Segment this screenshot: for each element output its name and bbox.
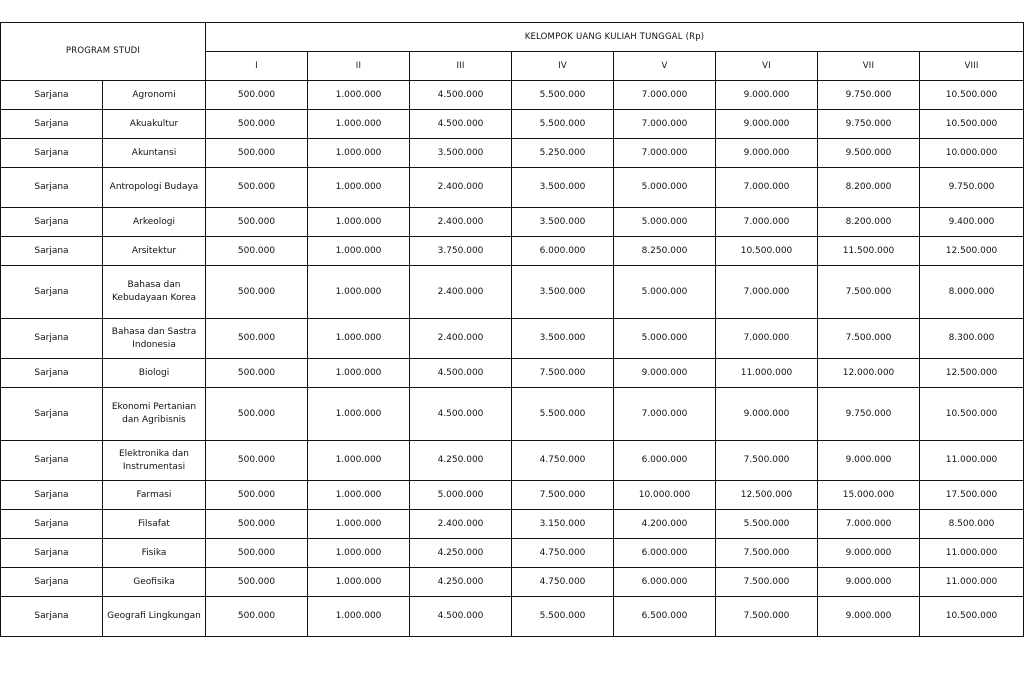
fee-cell: 7.000.000: [614, 139, 716, 168]
fee-cell: 9.400.000: [920, 208, 1024, 237]
fee-cell: 1.000.000: [308, 319, 410, 359]
fee-cell: 10.500.000: [920, 388, 1024, 441]
fee-cell: 7.000.000: [716, 208, 818, 237]
fee-cell: 1.000.000: [308, 481, 410, 510]
fee-cell: 1.000.000: [308, 388, 410, 441]
fee-cell: 5.000.000: [410, 481, 512, 510]
program-cell: Filsafat: [103, 510, 206, 539]
table-row: [1, 539, 1024, 568]
fee-cell: 7.000.000: [614, 81, 716, 110]
table-row: [1, 597, 1024, 637]
fee-cell: 5.000.000: [614, 266, 716, 319]
program-cell: Biologi: [103, 359, 206, 388]
table-header: [1, 23, 1024, 81]
program-cell: Ekonomi Pertanian dan Agribisnis: [103, 388, 206, 441]
kelompok-ukt-header: KELOMPOK UANG KULIAH TUNGGAL (Rp): [206, 23, 1024, 52]
fee-cell: 500.000: [206, 481, 308, 510]
fee-cell: 11.000.000: [920, 568, 1024, 597]
program-cell: Arsitektur: [103, 237, 206, 266]
table-row: [1, 319, 1024, 359]
fee-cell: 1.000.000: [308, 597, 410, 637]
fee-cell: 4.500.000: [410, 359, 512, 388]
fee-cell: 9.000.000: [818, 539, 920, 568]
tuition-fee-table: [0, 22, 1024, 637]
fee-cell: 1.000.000: [308, 168, 410, 208]
fee-cell: 9.000.000: [716, 388, 818, 441]
fee-cell: 9.000.000: [716, 81, 818, 110]
fee-cell: 11.000.000: [920, 441, 1024, 481]
level-cell: Sarjana: [1, 139, 103, 168]
fee-cell: 7.500.000: [818, 319, 920, 359]
fee-cell: 9.000.000: [716, 110, 818, 139]
fee-cell: 5.500.000: [512, 388, 614, 441]
fee-cell: 8.000.000: [920, 266, 1024, 319]
fee-cell: 4.750.000: [512, 568, 614, 597]
fee-cell: 8.200.000: [818, 168, 920, 208]
table-row: [1, 481, 1024, 510]
fee-cell: 500.000: [206, 597, 308, 637]
fee-cell: 10.000.000: [920, 139, 1024, 168]
fee-cell: 7.500.000: [716, 597, 818, 637]
fee-cell: 12.500.000: [920, 359, 1024, 388]
level-cell: Sarjana: [1, 388, 103, 441]
program-cell: Akuntansi: [103, 139, 206, 168]
group-header-vi: VI: [716, 52, 818, 81]
fee-cell: 7.000.000: [818, 510, 920, 539]
group-header-iii: III: [410, 52, 512, 81]
fee-cell: 3.500.000: [512, 319, 614, 359]
fee-cell: 3.500.000: [512, 266, 614, 319]
fee-cell: 11.500.000: [818, 237, 920, 266]
group-header-viii: VIII: [920, 52, 1024, 81]
program-cell: Elektronika dan Instrumentasi: [103, 441, 206, 481]
fee-cell: 1.000.000: [308, 539, 410, 568]
level-cell: Sarjana: [1, 481, 103, 510]
table-row: [1, 208, 1024, 237]
fee-cell: 12.000.000: [818, 359, 920, 388]
level-cell: Sarjana: [1, 319, 103, 359]
fee-cell: 7.500.000: [512, 359, 614, 388]
fee-cell: 3.500.000: [410, 139, 512, 168]
program-cell: Agronomi: [103, 81, 206, 110]
fee-cell: 9.000.000: [716, 139, 818, 168]
program-cell: Geofisika: [103, 568, 206, 597]
fee-cell: 3.500.000: [512, 208, 614, 237]
level-cell: Sarjana: [1, 110, 103, 139]
fee-cell: 8.250.000: [614, 237, 716, 266]
fee-cell: 8.300.000: [920, 319, 1024, 359]
fee-cell: 500.000: [206, 168, 308, 208]
level-cell: Sarjana: [1, 568, 103, 597]
fee-cell: 5.000.000: [614, 168, 716, 208]
fee-cell: 7.000.000: [614, 110, 716, 139]
fee-cell: 1.000.000: [308, 510, 410, 539]
fee-cell: 2.400.000: [410, 319, 512, 359]
group-header-i: I: [206, 52, 308, 81]
fee-cell: 15.000.000: [818, 481, 920, 510]
fee-cell: 9.000.000: [614, 359, 716, 388]
fee-cell: 10.500.000: [920, 597, 1024, 637]
fee-cell: 500.000: [206, 110, 308, 139]
program-cell: Arkeologi: [103, 208, 206, 237]
fee-cell: 5.000.000: [614, 319, 716, 359]
fee-cell: 8.200.000: [818, 208, 920, 237]
fee-cell: 17.500.000: [920, 481, 1024, 510]
fee-cell: 500.000: [206, 539, 308, 568]
fee-cell: 4.250.000: [410, 441, 512, 481]
table-row: [1, 359, 1024, 388]
fee-cell: 4.750.000: [512, 441, 614, 481]
table-row: [1, 388, 1024, 441]
fee-cell: 4.500.000: [410, 597, 512, 637]
fee-cell: 3.500.000: [512, 168, 614, 208]
program-cell: Bahasa dan Kebudayaan Korea: [103, 266, 206, 319]
level-cell: Sarjana: [1, 597, 103, 637]
fee-cell: 1.000.000: [308, 266, 410, 319]
fee-cell: 7.500.000: [716, 568, 818, 597]
fee-cell: 1.000.000: [308, 139, 410, 168]
fee-cell: 9.500.000: [818, 139, 920, 168]
fee-cell: 4.500.000: [410, 81, 512, 110]
fee-cell: 500.000: [206, 388, 308, 441]
fee-cell: 4.250.000: [410, 539, 512, 568]
fee-cell: 7.500.000: [818, 266, 920, 319]
level-cell: Sarjana: [1, 208, 103, 237]
fee-cell: 1.000.000: [308, 441, 410, 481]
fee-cell: 500.000: [206, 208, 308, 237]
fee-cell: 500.000: [206, 81, 308, 110]
program-cell: Fisika: [103, 539, 206, 568]
table-row: [1, 266, 1024, 319]
program-cell: Antropologi Budaya: [103, 168, 206, 208]
group-header-v: V: [614, 52, 716, 81]
fee-cell: 9.750.000: [818, 110, 920, 139]
fee-cell: 2.400.000: [410, 266, 512, 319]
fee-cell: 3.150.000: [512, 510, 614, 539]
table-row: [1, 168, 1024, 208]
fee-cell: 1.000.000: [308, 237, 410, 266]
fee-cell: 500.000: [206, 510, 308, 539]
fee-cell: 500.000: [206, 139, 308, 168]
program-cell: Geografi Lingkungan: [103, 597, 206, 637]
fee-cell: 9.750.000: [818, 81, 920, 110]
fee-cell: 4.750.000: [512, 539, 614, 568]
fee-cell: 500.000: [206, 266, 308, 319]
table-row: [1, 81, 1024, 110]
fee-cell: 5.250.000: [512, 139, 614, 168]
table-row: [1, 441, 1024, 481]
program-cell: Bahasa dan Sastra Indonesia: [103, 319, 206, 359]
tuition-table-container: [0, 22, 1024, 637]
fee-cell: 11.000.000: [716, 359, 818, 388]
fee-cell: 2.400.000: [410, 168, 512, 208]
fee-cell: 4.250.000: [410, 568, 512, 597]
fee-cell: 7.000.000: [716, 266, 818, 319]
fee-cell: 1.000.000: [308, 359, 410, 388]
fee-cell: 9.750.000: [920, 168, 1024, 208]
group-header-iv: IV: [512, 52, 614, 81]
table-body: [1, 81, 1024, 637]
fee-cell: 1.000.000: [308, 110, 410, 139]
fee-cell: 500.000: [206, 237, 308, 266]
fee-cell: 5.500.000: [512, 110, 614, 139]
fee-cell: 6.000.000: [512, 237, 614, 266]
fee-cell: 6.000.000: [614, 441, 716, 481]
fee-cell: 10.500.000: [920, 81, 1024, 110]
fee-cell: 9.000.000: [818, 441, 920, 481]
fee-cell: 3.750.000: [410, 237, 512, 266]
fee-cell: 1.000.000: [308, 208, 410, 237]
fee-cell: 5.500.000: [512, 597, 614, 637]
level-cell: Sarjana: [1, 539, 103, 568]
fee-cell: 11.000.000: [920, 539, 1024, 568]
level-cell: Sarjana: [1, 266, 103, 319]
fee-cell: 500.000: [206, 568, 308, 597]
fee-cell: 6.000.000: [614, 568, 716, 597]
fee-cell: 10.000.000: [614, 481, 716, 510]
fee-cell: 10.500.000: [920, 110, 1024, 139]
level-cell: Sarjana: [1, 510, 103, 539]
table-row: [1, 237, 1024, 266]
group-header-vii: VII: [818, 52, 920, 81]
level-cell: Sarjana: [1, 237, 103, 266]
level-cell: Sarjana: [1, 81, 103, 110]
fee-cell: 7.500.000: [716, 539, 818, 568]
fee-cell: 4.200.000: [614, 510, 716, 539]
table-row: [1, 139, 1024, 168]
level-cell: Sarjana: [1, 359, 103, 388]
program-studi-header: PROGRAM STUDI: [1, 23, 206, 81]
fee-cell: 4.500.000: [410, 110, 512, 139]
fee-cell: 9.000.000: [818, 568, 920, 597]
fee-cell: 12.500.000: [716, 481, 818, 510]
fee-cell: 5.500.000: [716, 510, 818, 539]
fee-cell: 1.000.000: [308, 81, 410, 110]
fee-cell: 10.500.000: [716, 237, 818, 266]
fee-cell: 7.000.000: [716, 319, 818, 359]
table-row: [1, 510, 1024, 539]
table-row: [1, 110, 1024, 139]
level-cell: Sarjana: [1, 168, 103, 208]
fee-cell: 5.500.000: [512, 81, 614, 110]
fee-cell: 7.500.000: [512, 481, 614, 510]
fee-cell: 9.000.000: [818, 597, 920, 637]
fee-cell: 500.000: [206, 359, 308, 388]
fee-cell: 7.000.000: [716, 168, 818, 208]
fee-cell: 7.000.000: [614, 388, 716, 441]
group-header-ii: II: [308, 52, 410, 81]
level-cell: Sarjana: [1, 441, 103, 481]
fee-cell: 500.000: [206, 319, 308, 359]
fee-cell: 2.400.000: [410, 208, 512, 237]
fee-cell: 5.000.000: [614, 208, 716, 237]
fee-cell: 6.000.000: [614, 539, 716, 568]
fee-cell: 500.000: [206, 441, 308, 481]
table-row: [1, 568, 1024, 597]
fee-cell: 8.500.000: [920, 510, 1024, 539]
fee-cell: 6.500.000: [614, 597, 716, 637]
fee-cell: 12.500.000: [920, 237, 1024, 266]
fee-cell: 2.400.000: [410, 510, 512, 539]
fee-cell: 7.500.000: [716, 441, 818, 481]
fee-cell: 4.500.000: [410, 388, 512, 441]
fee-cell: 1.000.000: [308, 568, 410, 597]
program-cell: Akuakultur: [103, 110, 206, 139]
fee-cell: 9.750.000: [818, 388, 920, 441]
program-cell: Farmasi: [103, 481, 206, 510]
